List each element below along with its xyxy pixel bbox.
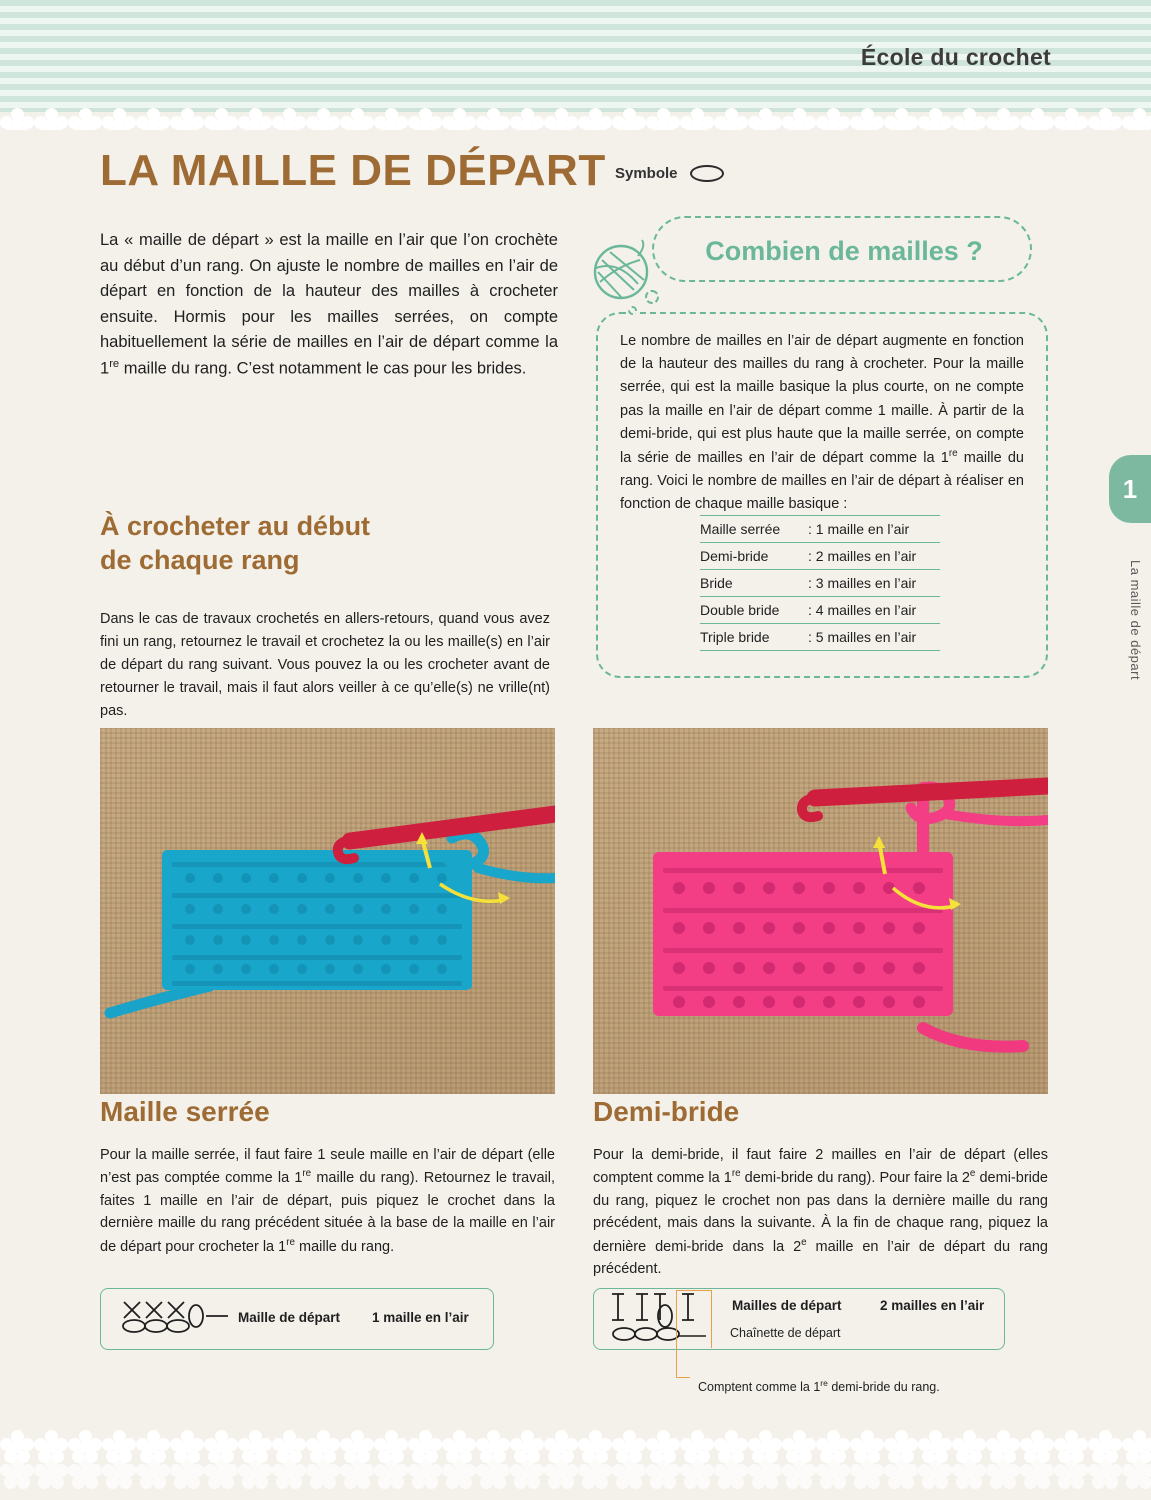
stitch-name: Maille serrée: [700, 521, 781, 537]
flower-motif-icon: [986, 108, 1020, 130]
header-title: École du crochet: [860, 44, 1051, 70]
flower-motif-icon: [544, 108, 578, 130]
flower-motif-icon: [374, 1456, 408, 1490]
stitch-table-row: [700, 624, 940, 651]
flower-motif-icon: [612, 108, 646, 130]
page-number-tab: 1: [1109, 455, 1151, 523]
flower-motif-icon: [374, 108, 408, 130]
symbole-label: Symbole: [615, 165, 678, 182]
stitch-name: Demi-bride: [700, 548, 769, 564]
flower-motif-icon: [1054, 1456, 1088, 1490]
stitch-count: : 5 mailles en l’air: [808, 629, 917, 645]
flower-motif-icon: [68, 108, 102, 130]
callout-title: Combien de mailles ?: [705, 235, 983, 266]
flower-motif-icon: [68, 1456, 102, 1490]
flower-motif-icon: [952, 1456, 986, 1490]
lace-border-bottom: [0, 1430, 1151, 1500]
flower-motif-icon: [986, 1456, 1020, 1490]
stitch-name: Double bride: [700, 602, 780, 618]
flower-motif-icon: [714, 1456, 748, 1490]
flower-motif-icon: [306, 108, 340, 130]
flower-motif-icon: [782, 108, 816, 130]
stitch-table-row: [700, 570, 940, 597]
flower-motif-icon: [204, 108, 238, 130]
section-paragraph: Dans le cas de travaux crochetés en allers-retours, quand vous avez fini un rang, retournez le travail et crochetez la ou les maille(s) en l’air de départ du rang suivant. Vous pouvez la ou les crocheter avant de retourner le travail, mais il faut alors veiller à ce qu’elle(s) ne vrille(nt) pas.: [100, 611, 550, 719]
right-diagram-note-2: Comptent comme la 1re demi-bride du rang.: [698, 1378, 940, 1395]
right-diagram-label: Mailles de départ: [732, 1298, 842, 1313]
flower-motif-icon: [646, 108, 680, 130]
flower-motif-icon: [170, 108, 204, 130]
photo-demi-bride: [593, 728, 1048, 1094]
right-caption-title: Demi-bride: [593, 1096, 740, 1127]
flower-motif-icon: [272, 108, 306, 130]
flower-motif-icon: [34, 108, 68, 130]
flower-motif-icon: [748, 1456, 782, 1490]
left-diagram-symbols: [118, 1296, 228, 1342]
flower-motif-icon: [918, 108, 952, 130]
flower-motif-icon: [34, 1456, 68, 1490]
right-diagram-value: 2 mailles en l’air: [880, 1298, 985, 1313]
flower-motif-icon: [646, 1456, 680, 1490]
flower-motif-icon: [1088, 108, 1122, 130]
flower-motif-icon: [306, 1456, 340, 1490]
stitch-table-row: [700, 543, 940, 570]
stitch-count: : 1 maille en l’air: [808, 521, 910, 537]
flower-motif-icon: [816, 1456, 850, 1490]
flower-motif-icon: [0, 1456, 34, 1490]
flower-motif-icon: [918, 1456, 952, 1490]
left-caption-text: Pour la maille serrée, il faut faire 1 seule maille en l’air de départ (elle n’est pas comptée comme la 1re maille du rang). Retournez le travail, faites 1 maille en l’air de départ, puis piquez le crochet dans la dernière maille du rang précédent située à la base de la maille en l’air de départ pour crocheter la 1re maille du rang.: [100, 1147, 555, 1255]
flower-motif-icon: [442, 108, 476, 130]
flower-motif-icon: [340, 108, 374, 130]
flower-motif-icon: [578, 108, 612, 130]
flower-motif-icon: [170, 1456, 204, 1490]
right-diagram-note-1: Chaînette de départ: [730, 1326, 841, 1340]
section-heading-line2: de chaque rang: [100, 544, 300, 575]
flower-motif-icon: [850, 108, 884, 130]
flower-motif-icon: [510, 108, 544, 130]
flower-motif-icon: [238, 1456, 272, 1490]
lace-border-top: [0, 108, 1151, 130]
flower-motif-icon: [102, 108, 136, 130]
oval-chain-stitch-icon: [690, 165, 724, 182]
flower-motif-icon: [816, 108, 850, 130]
flower-motif-icon: [238, 108, 272, 130]
flower-motif-icon: [136, 108, 170, 130]
flower-motif-icon: [1054, 108, 1088, 130]
speech-bubble-dot-small: [628, 306, 637, 315]
stitch-name: Bride: [700, 575, 733, 591]
callout-paragraph: Le nombre de mailles en l’air de départ augmente en fonction de la hauteur des mailles du rang à crocheter. Pour la maille serrée, qui est la maille basique la plus courte, on ne compte pas la maille en l’air de départ comme 1 maille. À partir de la demi-bride, qui est plus haute que la maille serrée, on compte la série de mailles en l’air de départ comme la 1re maille du rang. Voici le nombre de mailles en l’air de départ à réaliser en fonction de chaque maille basique :: [620, 333, 1024, 513]
left-caption-title: Maille serrée: [100, 1096, 270, 1127]
callout-bubble: [652, 216, 1032, 282]
stitch-count: : 2 mailles en l’air: [808, 548, 917, 564]
right-diagram-symbols: [610, 1290, 730, 1348]
page-header: [0, 0, 1151, 112]
flower-motif-icon: [1020, 108, 1054, 130]
flower-motif-icon: [714, 108, 748, 130]
flower-motif-icon: [476, 1456, 510, 1490]
flower-motif-icon: [510, 1456, 544, 1490]
flower-motif-icon: [782, 1456, 816, 1490]
stitch-table-row: [700, 515, 940, 543]
stitch-name: Triple bride: [700, 629, 770, 645]
flower-motif-icon: [952, 108, 986, 130]
stitch-count-table: [700, 515, 940, 651]
flower-motif-icon: [1020, 1456, 1054, 1490]
flower-motif-icon: [204, 1456, 238, 1490]
yarn-ball-icon: [588, 236, 654, 302]
right-caption-text: Pour la demi-bride, il faut faire 2 mailles en l’air de départ (elles comptent comme la 1re demi-bride du rang). Pour faire la 2e demi-bride du rang, piquez le crochet non pas dans la dernière maille du rang précédent, mais dans la suivante. À la fin de chaque rang, piquez la dernière demi-bride dans la 2e maille en l’air de départ du rang précédent.: [593, 1147, 1048, 1277]
flower-motif-icon: [102, 1456, 136, 1490]
flower-motif-icon: [884, 108, 918, 130]
photo-maille-serree: [100, 728, 555, 1094]
flower-motif-icon: [680, 108, 714, 130]
symbole-group: [615, 165, 724, 182]
section-heading-line1: À crocheter au début: [100, 511, 371, 541]
flower-motif-icon: [1088, 1456, 1122, 1490]
flower-motif-icon: [578, 1456, 612, 1490]
orange-bracket-top: [676, 1290, 712, 1348]
flower-motif-icon: [1122, 1456, 1151, 1490]
side-running-title: La maille de départ: [1128, 560, 1143, 681]
intro-paragraph: La « maille de départ » est la maille en l’air que l’on crochète au début d’un rang. On ajuste le nombre de mailles en l’air de départ en fonction de la hauteur des mailles à crocheter ensuite. Hormis pour les mailles serrées, on compte habituellement la série de mailles en l’air de départ comme la 1re maille du rang. C’est notamment le cas pour les brides.: [100, 231, 558, 378]
flower-motif-icon: [850, 1456, 884, 1490]
flower-motif-icon: [408, 108, 442, 130]
flower-motif-icon: [272, 1456, 306, 1490]
stitch-count: : 3 mailles en l’air: [808, 575, 917, 591]
flower-motif-icon: [476, 108, 510, 130]
flower-motif-icon: [884, 1456, 918, 1490]
page-title: LA MAILLE DE DÉPART: [100, 146, 606, 195]
flower-motif-icon: [0, 108, 34, 130]
flower-motif-icon: [748, 108, 782, 130]
flower-motif-icon: [340, 1456, 374, 1490]
section-heading: [100, 510, 550, 578]
flower-motif-icon: [544, 1456, 578, 1490]
flower-motif-icon: [680, 1456, 714, 1490]
left-diagram-value: 1 maille en l’air: [372, 1310, 469, 1325]
stitch-count: : 4 mailles en l’air: [808, 602, 917, 618]
stitch-table-row: [700, 597, 940, 624]
orange-bracket-bottom: [676, 1348, 690, 1378]
flower-motif-icon: [1122, 108, 1151, 130]
flower-motif-icon: [136, 1456, 170, 1490]
flower-motif-icon: [442, 1456, 476, 1490]
flower-motif-icon: [612, 1456, 646, 1490]
left-diagram-label: Maille de départ: [238, 1310, 341, 1325]
flower-motif-icon: [408, 1456, 442, 1490]
